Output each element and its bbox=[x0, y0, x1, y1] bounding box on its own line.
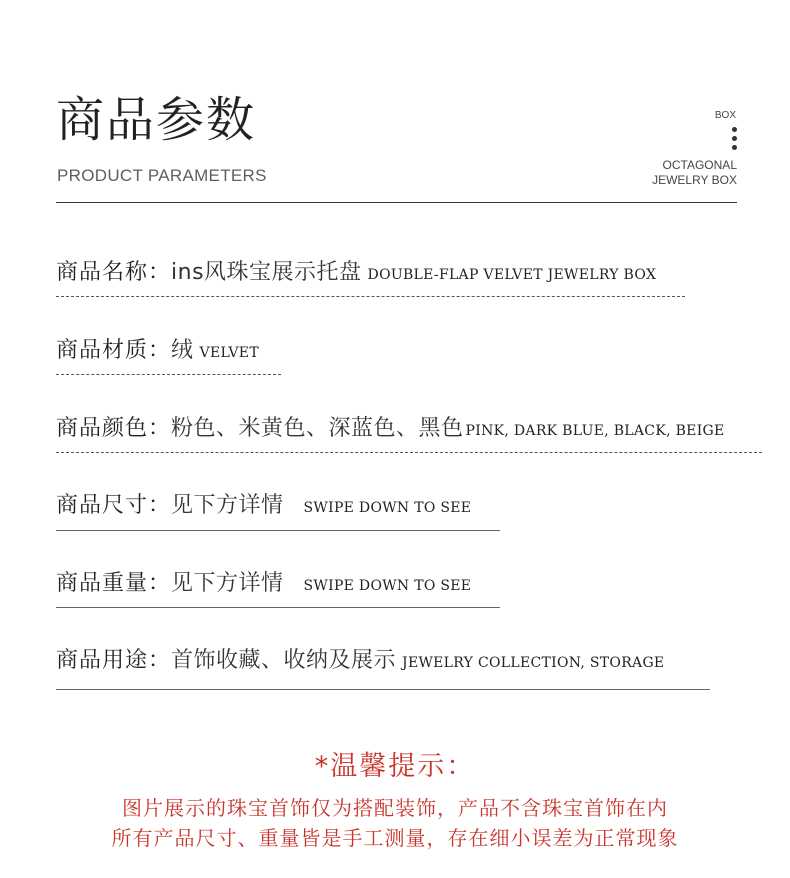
param-label: 商品用途： bbox=[56, 648, 172, 673]
page-title: 商品参数 bbox=[56, 92, 257, 148]
param-label: 商品尺寸： bbox=[56, 493, 172, 518]
tips-line-2: 所有产品尺寸、重量皆是手工测量，存在细小误差为正常现象 bbox=[111, 826, 679, 850]
brand-line-2: JEWELRY BOX bbox=[652, 173, 737, 187]
brand-line-1: OCTAGONAL bbox=[662, 158, 737, 172]
brand-label bbox=[652, 158, 737, 188]
tips-line-1: 图片展示的珠宝首饰仅为搭配装饰，产品不含珠宝首饰在内 bbox=[122, 796, 668, 820]
param-label: 商品名称： bbox=[56, 260, 172, 285]
param-value-en: DOUBLE-FLAP VELVET JEWELRY BOX bbox=[367, 267, 657, 283]
param-row-weight bbox=[56, 573, 471, 595]
tips-title: *温馨提示： bbox=[314, 751, 476, 782]
param-value: ins风珠宝展示托盘 bbox=[171, 260, 362, 285]
box-label: BOX bbox=[714, 110, 736, 121]
param-divider bbox=[56, 452, 762, 453]
param-value-en: PINK, DARK BLUE, BLACK, BEIGE bbox=[465, 423, 725, 439]
param-row-material bbox=[56, 340, 259, 362]
param-divider bbox=[56, 607, 500, 608]
param-value-en: SWIPE DOWN TO SEE bbox=[303, 500, 472, 516]
param-row-size bbox=[56, 495, 471, 517]
page-subtitle: PRODUCT PARAMETERS bbox=[57, 166, 267, 185]
param-divider bbox=[56, 689, 710, 690]
param-value-en: VELVET bbox=[199, 345, 259, 361]
param-row-name bbox=[56, 262, 656, 284]
param-label: 商品颜色： bbox=[56, 416, 172, 441]
param-label: 商品重量： bbox=[56, 571, 172, 596]
param-value-en: SWIPE DOWN TO SEE bbox=[303, 578, 472, 594]
vertical-dots-icon bbox=[732, 127, 738, 154]
param-value: 见下方详情 bbox=[171, 493, 284, 518]
header-divider bbox=[56, 202, 737, 203]
param-divider bbox=[56, 296, 685, 297]
param-value: 绒 bbox=[171, 338, 194, 363]
param-divider bbox=[56, 530, 500, 531]
param-divider bbox=[56, 374, 281, 375]
param-value: 见下方详情 bbox=[171, 571, 284, 596]
param-value: 粉色、米黄色、深蓝色、黑色 bbox=[171, 416, 464, 441]
param-label: 商品材质： bbox=[56, 338, 172, 363]
param-value: 首饰收藏、收纳及展示 bbox=[171, 648, 397, 673]
param-row-usage bbox=[56, 650, 664, 672]
param-value-en: JEWELRY COLLECTION, STORAGE bbox=[402, 655, 665, 671]
param-row-color bbox=[56, 418, 725, 440]
